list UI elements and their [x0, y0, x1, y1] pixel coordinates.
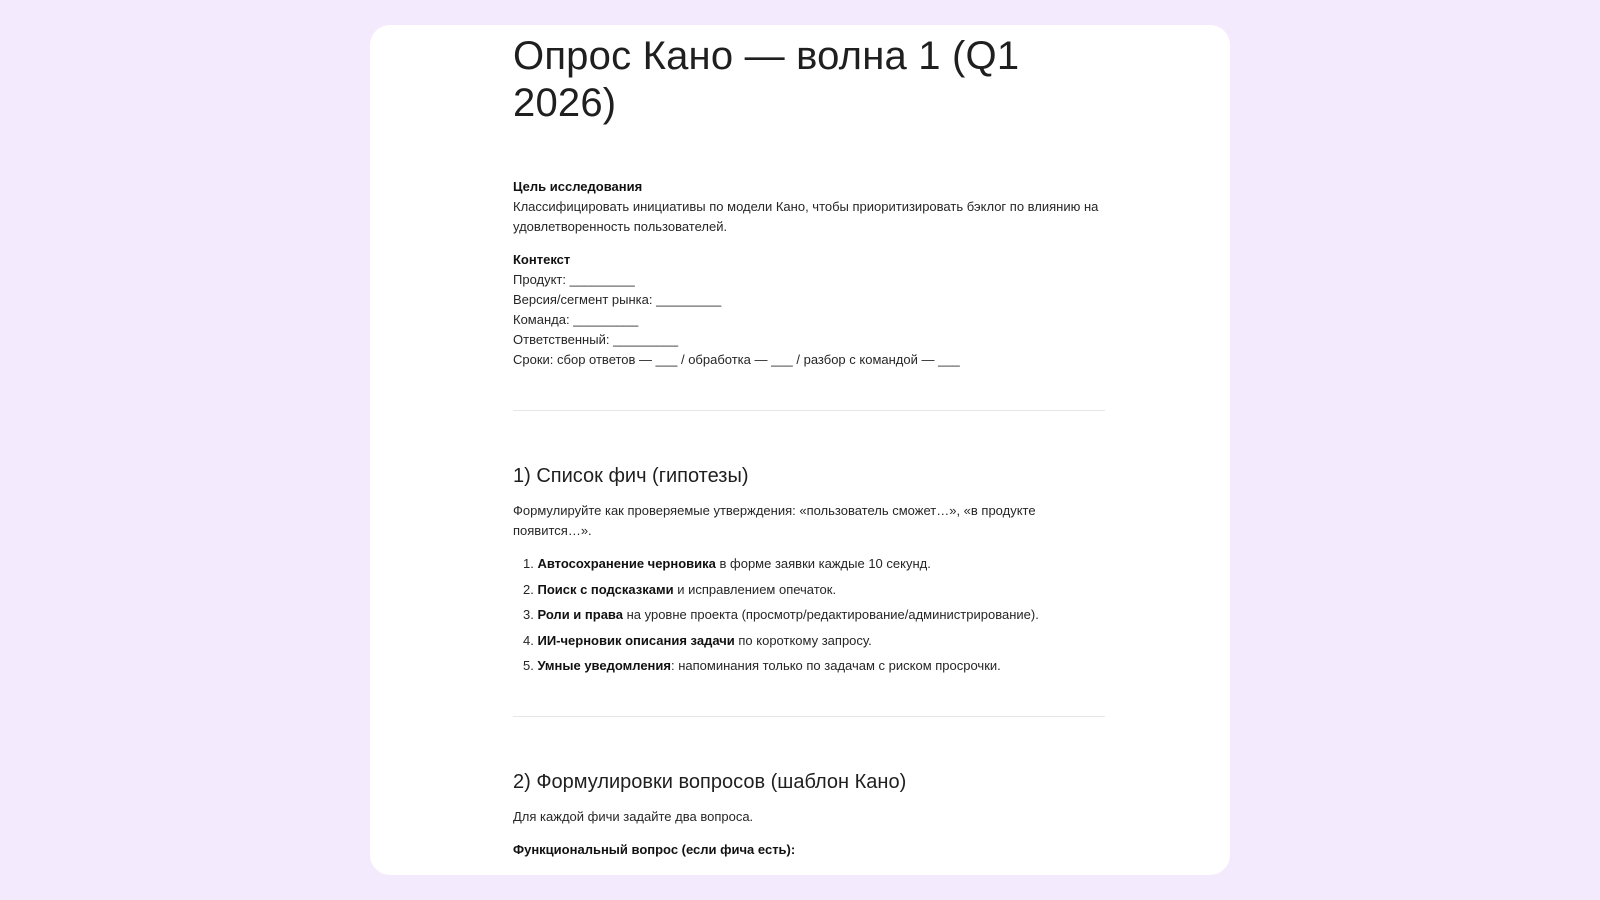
document-title: Опрос Кано — волна 1 (Q1 2026): [513, 34, 1020, 125]
feature-item: [523, 656, 1105, 676]
feature-name: Поиск с подсказками: [537, 581, 674, 597]
functional-question-heading: Функциональный вопрос (если фича есть):: [513, 842, 796, 858]
goal-block: [513, 177, 1105, 237]
feature-description: и исправлением опечаток.: [673, 581, 837, 597]
feature-number: 3.: [523, 607, 534, 623]
section-2-intro: Для каждой фичи задайте два вопроса.: [513, 809, 754, 825]
context-version-segment: Версия/сегмент рынка: _________: [513, 292, 722, 307]
feature-description: на уровне проекта (просмотр/редактирование/администрирование).: [622, 607, 1039, 623]
feature-item: [523, 554, 1105, 574]
goal-text: Классифицировать инициативы по модели Кано, чтобы приоритизировать бэклог по влиянию на удовлетворенность пользователей.: [513, 199, 1099, 234]
document-content: [513, 25, 1105, 860]
feature-item: [523, 580, 1105, 600]
feature-name: Роли и права: [537, 607, 623, 623]
feature-description: по короткому запросу.: [734, 632, 872, 648]
feature-number: 5.: [523, 658, 534, 674]
feature-number: 4.: [523, 632, 534, 648]
section-divider: [513, 410, 1105, 411]
section-2-title: 2) Формулировки вопросов (шаблон Кано): [513, 771, 907, 794]
feature-description: в форме заявки каждые 10 секунд.: [715, 556, 931, 571]
context-owner: Ответственный: _________: [513, 332, 679, 347]
context-team: Команда: _________: [513, 312, 639, 327]
feature-number: 1.: [523, 556, 534, 571]
feature-number: 2.: [523, 581, 534, 597]
document-page: [370, 25, 1230, 875]
feature-name: Умные уведомления: [537, 658, 671, 674]
feature-name: ИИ-черновик описания задачи: [537, 632, 735, 648]
section-1-title: 1) Список фич (гипотезы): [513, 465, 749, 487]
context-deadlines: Сроки: сбор ответов — ___ / обработка — ___ / разбор с командой — ___: [513, 352, 960, 367]
section-1-intro: Формулируйте как проверяемые утверждения: «пользователь сможет…», «в продукте появится…».: [513, 503, 1036, 538]
section-divider: [513, 716, 1105, 717]
context-product: Продукт: _________: [513, 272, 635, 287]
feature-name: Автосохранение черновика: [537, 556, 716, 571]
feature-item: [523, 605, 1105, 625]
context-heading: Контекст: [513, 252, 571, 267]
goal-heading: Цель исследования: [513, 179, 643, 194]
feature-description: : напоминания только по задачам с риском просрочки.: [671, 658, 1001, 674]
feature-item: [523, 631, 1105, 651]
context-block: [513, 250, 1105, 370]
feature-list: [513, 554, 1105, 676]
